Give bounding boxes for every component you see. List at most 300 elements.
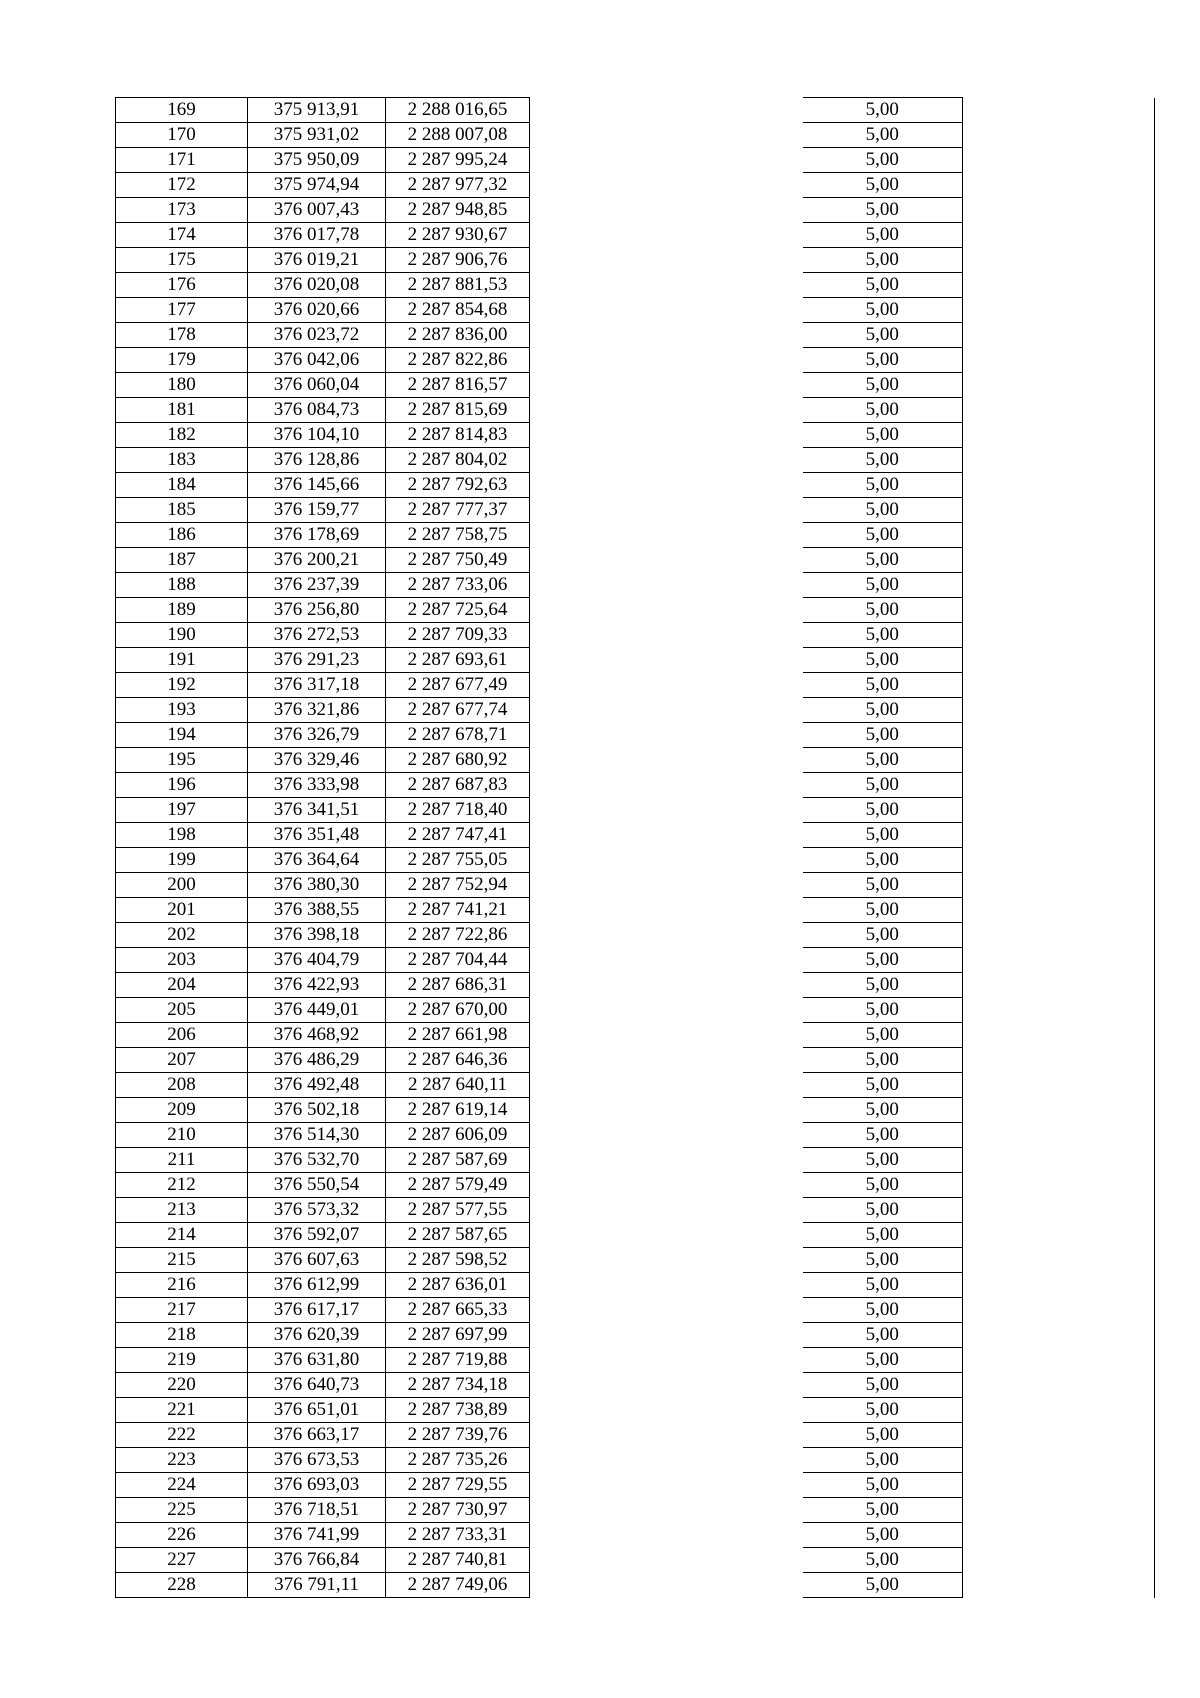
point-number-cell: 208 [116, 1073, 248, 1098]
table-row [116, 1048, 1155, 1073]
value-cell: 5,00 [803, 1298, 963, 1323]
y-coordinate-cell: 2 287 752,94 [386, 873, 530, 898]
note-cell [963, 423, 1155, 448]
note-cell [963, 1398, 1155, 1423]
x-coordinate-cell: 376 718,51 [248, 1498, 386, 1523]
y-coordinate-cell: 2 287 755,05 [386, 848, 530, 873]
y-coordinate-cell: 2 287 738,89 [386, 1398, 530, 1423]
table-row [116, 923, 1155, 948]
note-cell [963, 1198, 1155, 1223]
point-number-cell: 195 [116, 748, 248, 773]
y-coordinate-cell: 2 287 579,49 [386, 1173, 530, 1198]
table-row [116, 273, 1155, 298]
description-cell [530, 298, 803, 323]
x-coordinate-cell: 376 019,21 [248, 248, 386, 273]
note-cell [963, 1173, 1155, 1198]
note-cell [963, 148, 1155, 173]
y-coordinate-cell: 2 287 636,01 [386, 1273, 530, 1298]
y-coordinate-cell: 2 287 740,81 [386, 1548, 530, 1573]
description-cell [530, 573, 803, 598]
note-cell [963, 248, 1155, 273]
description-cell [530, 148, 803, 173]
x-coordinate-cell: 376 291,23 [248, 648, 386, 673]
table-row [116, 1423, 1155, 1448]
point-number-cell: 215 [116, 1248, 248, 1273]
point-number-cell: 181 [116, 398, 248, 423]
note-cell [963, 198, 1155, 223]
table-row [116, 448, 1155, 473]
x-coordinate-cell: 376 468,92 [248, 1023, 386, 1048]
y-coordinate-cell: 2 287 646,36 [386, 1048, 530, 1073]
table-row [116, 823, 1155, 848]
y-coordinate-cell: 2 287 665,33 [386, 1298, 530, 1323]
table-row [116, 498, 1155, 523]
x-coordinate-cell: 376 573,32 [248, 1198, 386, 1223]
table-row [116, 1123, 1155, 1148]
point-number-cell: 228 [116, 1573, 248, 1598]
value-cell: 5,00 [803, 323, 963, 348]
point-number-cell: 207 [116, 1048, 248, 1073]
description-cell [530, 1398, 803, 1423]
x-coordinate-cell: 376 042,06 [248, 348, 386, 373]
y-coordinate-cell: 2 287 881,53 [386, 273, 530, 298]
note-cell [963, 773, 1155, 798]
value-cell: 5,00 [803, 398, 963, 423]
point-number-cell: 196 [116, 773, 248, 798]
value-cell: 5,00 [803, 198, 963, 223]
point-number-cell: 176 [116, 273, 248, 298]
table-row [116, 798, 1155, 823]
table-row [116, 1498, 1155, 1523]
x-coordinate-cell: 376 060,04 [248, 373, 386, 398]
note-cell [963, 948, 1155, 973]
note-cell [963, 1573, 1155, 1598]
value-cell: 5,00 [803, 923, 963, 948]
note-cell [963, 973, 1155, 998]
note-cell [963, 1373, 1155, 1398]
y-coordinate-cell: 2 287 718,40 [386, 798, 530, 823]
table-row [116, 1448, 1155, 1473]
y-coordinate-cell: 2 287 661,98 [386, 1023, 530, 1048]
point-number-cell: 184 [116, 473, 248, 498]
description-cell [530, 1073, 803, 1098]
note-cell [963, 123, 1155, 148]
x-coordinate-cell: 376 159,77 [248, 498, 386, 523]
note-cell [963, 748, 1155, 773]
y-coordinate-cell: 2 287 814,83 [386, 423, 530, 448]
table-row [116, 573, 1155, 598]
note-cell [963, 1323, 1155, 1348]
description-cell [530, 698, 803, 723]
y-coordinate-cell: 2 287 730,97 [386, 1498, 530, 1523]
description-cell [530, 898, 803, 923]
note-cell [963, 673, 1155, 698]
x-coordinate-cell: 376 017,78 [248, 223, 386, 248]
description-cell [530, 1248, 803, 1273]
point-number-cell: 185 [116, 498, 248, 523]
y-coordinate-cell: 2 287 734,18 [386, 1373, 530, 1398]
value-cell: 5,00 [803, 1573, 963, 1598]
note-cell [963, 623, 1155, 648]
note-cell [963, 798, 1155, 823]
value-cell: 5,00 [803, 948, 963, 973]
note-cell [963, 823, 1155, 848]
point-number-cell: 186 [116, 523, 248, 548]
note-cell [963, 1548, 1155, 1573]
x-coordinate-cell: 376 020,08 [248, 273, 386, 298]
value-cell: 5,00 [803, 1323, 963, 1348]
table-row [116, 1173, 1155, 1198]
value-cell: 5,00 [803, 1073, 963, 1098]
y-coordinate-cell: 2 287 598,52 [386, 1248, 530, 1273]
y-coordinate-cell: 2 287 587,65 [386, 1223, 530, 1248]
x-coordinate-cell: 376 272,53 [248, 623, 386, 648]
value-cell: 5,00 [803, 698, 963, 723]
x-coordinate-cell: 376 084,73 [248, 398, 386, 423]
y-coordinate-cell: 2 287 677,74 [386, 698, 530, 723]
description-cell [530, 948, 803, 973]
value-cell: 5,00 [803, 873, 963, 898]
y-coordinate-cell: 2 287 693,61 [386, 648, 530, 673]
note-cell [963, 1498, 1155, 1523]
table-row [116, 848, 1155, 873]
table-row [116, 373, 1155, 398]
description-cell [530, 498, 803, 523]
table-row [116, 1348, 1155, 1373]
table-row [116, 773, 1155, 798]
value-cell: 5,00 [803, 823, 963, 848]
y-coordinate-cell: 2 287 697,99 [386, 1323, 530, 1348]
table-row [116, 298, 1155, 323]
value-cell: 5,00 [803, 773, 963, 798]
table-row [116, 98, 1155, 123]
value-cell: 5,00 [803, 548, 963, 573]
note-cell [963, 723, 1155, 748]
description-cell [530, 1573, 803, 1598]
table-row [116, 1373, 1155, 1398]
point-number-cell: 198 [116, 823, 248, 848]
description-cell [530, 423, 803, 448]
point-number-cell: 187 [116, 548, 248, 573]
value-cell: 5,00 [803, 1498, 963, 1523]
x-coordinate-cell: 376 640,73 [248, 1373, 386, 1398]
value-cell: 5,00 [803, 573, 963, 598]
description-cell [530, 1298, 803, 1323]
value-cell: 5,00 [803, 1173, 963, 1198]
y-coordinate-cell: 2 287 735,26 [386, 1448, 530, 1473]
y-coordinate-cell: 2 287 587,69 [386, 1148, 530, 1173]
value-cell: 5,00 [803, 898, 963, 923]
x-coordinate-cell: 376 532,70 [248, 1148, 386, 1173]
description-cell [530, 1023, 803, 1048]
y-coordinate-cell: 2 287 619,14 [386, 1098, 530, 1123]
note-cell [963, 523, 1155, 548]
value-cell: 5,00 [803, 623, 963, 648]
value-cell: 5,00 [803, 473, 963, 498]
y-coordinate-cell: 2 287 678,71 [386, 723, 530, 748]
table-row [116, 1073, 1155, 1098]
value-cell: 5,00 [803, 1148, 963, 1173]
x-coordinate-cell: 376 791,11 [248, 1573, 386, 1598]
x-coordinate-cell: 376 256,80 [248, 598, 386, 623]
point-number-cell: 224 [116, 1473, 248, 1498]
value-cell: 5,00 [803, 973, 963, 998]
point-number-cell: 190 [116, 623, 248, 648]
description-cell [530, 623, 803, 648]
x-coordinate-cell: 376 592,07 [248, 1223, 386, 1248]
note-cell [963, 1423, 1155, 1448]
y-coordinate-cell: 2 287 816,57 [386, 373, 530, 398]
point-number-cell: 188 [116, 573, 248, 598]
x-coordinate-cell: 376 341,51 [248, 798, 386, 823]
table-row [116, 223, 1155, 248]
y-coordinate-cell: 2 288 016,65 [386, 98, 530, 123]
y-coordinate-cell: 2 288 007,08 [386, 123, 530, 148]
point-number-cell: 201 [116, 898, 248, 923]
description-cell [530, 823, 803, 848]
note-cell [963, 498, 1155, 523]
y-coordinate-cell: 2 287 777,37 [386, 498, 530, 523]
point-number-cell: 203 [116, 948, 248, 973]
note-cell [963, 998, 1155, 1023]
y-coordinate-cell: 2 287 709,33 [386, 623, 530, 648]
point-number-cell: 220 [116, 1373, 248, 1398]
value-cell: 5,00 [803, 98, 963, 123]
table-row [116, 323, 1155, 348]
point-number-cell: 192 [116, 673, 248, 698]
x-coordinate-cell: 376 449,01 [248, 998, 386, 1023]
point-number-cell: 179 [116, 348, 248, 373]
y-coordinate-cell: 2 287 686,31 [386, 973, 530, 998]
table-row [116, 1248, 1155, 1273]
x-coordinate-cell: 376 631,80 [248, 1348, 386, 1373]
description-cell [530, 173, 803, 198]
y-coordinate-cell: 2 287 741,21 [386, 898, 530, 923]
description-cell [530, 223, 803, 248]
coordinates-table [115, 97, 1155, 1598]
x-coordinate-cell: 376 620,39 [248, 1323, 386, 1348]
x-coordinate-cell: 376 607,63 [248, 1248, 386, 1273]
table-row [116, 1398, 1155, 1423]
description-cell [530, 1098, 803, 1123]
x-coordinate-cell: 376 023,72 [248, 323, 386, 348]
x-coordinate-cell: 376 020,66 [248, 298, 386, 323]
description-cell [530, 1048, 803, 1073]
table-row [116, 998, 1155, 1023]
point-number-cell: 183 [116, 448, 248, 473]
value-cell: 5,00 [803, 348, 963, 373]
y-coordinate-cell: 2 287 822,86 [386, 348, 530, 373]
table-row [116, 1198, 1155, 1223]
description-cell [530, 1348, 803, 1373]
x-coordinate-cell: 376 486,29 [248, 1048, 386, 1073]
y-coordinate-cell: 2 287 577,55 [386, 1198, 530, 1223]
table-row [116, 1523, 1155, 1548]
x-coordinate-cell: 376 237,39 [248, 573, 386, 598]
x-coordinate-cell: 375 913,91 [248, 98, 386, 123]
table-row [116, 1298, 1155, 1323]
point-number-cell: 170 [116, 123, 248, 148]
table-row [116, 198, 1155, 223]
point-number-cell: 169 [116, 98, 248, 123]
table-row [116, 948, 1155, 973]
note-cell [963, 1148, 1155, 1173]
note-cell [963, 448, 1155, 473]
point-number-cell: 226 [116, 1523, 248, 1548]
x-coordinate-cell: 376 651,01 [248, 1398, 386, 1423]
table-row [116, 973, 1155, 998]
description-cell [530, 98, 803, 123]
value-cell: 5,00 [803, 723, 963, 748]
point-number-cell: 175 [116, 248, 248, 273]
value-cell: 5,00 [803, 148, 963, 173]
note-cell [963, 173, 1155, 198]
description-cell [530, 1523, 803, 1548]
table-row [116, 173, 1155, 198]
x-coordinate-cell: 376 422,93 [248, 973, 386, 998]
table-row [116, 123, 1155, 148]
note-cell [963, 548, 1155, 573]
value-cell: 5,00 [803, 1523, 963, 1548]
note-cell [963, 1098, 1155, 1123]
description-cell [530, 473, 803, 498]
note-cell [963, 648, 1155, 673]
table-row [116, 873, 1155, 898]
note-cell [963, 223, 1155, 248]
table-row [116, 1323, 1155, 1348]
value-cell: 5,00 [803, 173, 963, 198]
description-cell [530, 373, 803, 398]
value-cell: 5,00 [803, 1048, 963, 1073]
point-number-cell: 221 [116, 1398, 248, 1423]
y-coordinate-cell: 2 287 704,44 [386, 948, 530, 973]
note-cell [963, 1473, 1155, 1498]
x-coordinate-cell: 376 502,18 [248, 1098, 386, 1123]
x-coordinate-cell: 376 663,17 [248, 1423, 386, 1448]
y-coordinate-cell: 2 287 792,63 [386, 473, 530, 498]
point-number-cell: 197 [116, 798, 248, 823]
table-row [116, 398, 1155, 423]
x-coordinate-cell: 376 550,54 [248, 1173, 386, 1198]
y-coordinate-cell: 2 287 677,49 [386, 673, 530, 698]
point-number-cell: 218 [116, 1323, 248, 1348]
x-coordinate-cell: 376 351,48 [248, 823, 386, 848]
description-cell [530, 998, 803, 1023]
value-cell: 5,00 [803, 1373, 963, 1398]
value-cell: 5,00 [803, 248, 963, 273]
value-cell: 5,00 [803, 1448, 963, 1473]
point-number-cell: 189 [116, 598, 248, 623]
note-cell [963, 598, 1155, 623]
description-cell [530, 1423, 803, 1448]
note-cell [963, 1048, 1155, 1073]
point-number-cell: 199 [116, 848, 248, 873]
x-coordinate-cell: 376 766,84 [248, 1548, 386, 1573]
note-cell [963, 1348, 1155, 1373]
point-number-cell: 171 [116, 148, 248, 173]
point-number-cell: 227 [116, 1548, 248, 1573]
description-cell [530, 1148, 803, 1173]
y-coordinate-cell: 2 287 670,00 [386, 998, 530, 1023]
value-cell: 5,00 [803, 1348, 963, 1373]
description-cell [530, 798, 803, 823]
value-cell: 5,00 [803, 998, 963, 1023]
table-row [116, 1098, 1155, 1123]
description-cell [530, 848, 803, 873]
x-coordinate-cell: 376 492,48 [248, 1073, 386, 1098]
point-number-cell: 217 [116, 1298, 248, 1323]
table-row [116, 673, 1155, 698]
description-cell [530, 1373, 803, 1398]
description-cell [530, 1473, 803, 1498]
y-coordinate-cell: 2 287 836,00 [386, 323, 530, 348]
y-coordinate-cell: 2 287 729,55 [386, 1473, 530, 1498]
table-row [116, 523, 1155, 548]
value-cell: 5,00 [803, 798, 963, 823]
x-coordinate-cell: 376 612,99 [248, 1273, 386, 1298]
point-number-cell: 211 [116, 1148, 248, 1173]
x-coordinate-cell: 376 145,66 [248, 473, 386, 498]
y-coordinate-cell: 2 287 722,86 [386, 923, 530, 948]
note-cell [963, 323, 1155, 348]
note-cell [963, 348, 1155, 373]
description-cell [530, 1448, 803, 1473]
table-row [116, 248, 1155, 273]
value-cell: 5,00 [803, 648, 963, 673]
x-coordinate-cell: 376 364,64 [248, 848, 386, 873]
description-cell [530, 273, 803, 298]
description-cell [530, 748, 803, 773]
value-cell: 5,00 [803, 673, 963, 698]
value-cell: 5,00 [803, 598, 963, 623]
value-cell: 5,00 [803, 1273, 963, 1298]
x-coordinate-cell: 376 104,10 [248, 423, 386, 448]
x-coordinate-cell: 375 950,09 [248, 148, 386, 173]
x-coordinate-cell: 376 404,79 [248, 948, 386, 973]
value-cell: 5,00 [803, 498, 963, 523]
description-cell [530, 923, 803, 948]
x-coordinate-cell: 376 617,17 [248, 1298, 386, 1323]
point-number-cell: 223 [116, 1448, 248, 1473]
description-cell [530, 873, 803, 898]
note-cell [963, 1023, 1155, 1048]
description-cell [530, 1123, 803, 1148]
table-row [116, 148, 1155, 173]
note-cell [963, 398, 1155, 423]
value-cell: 5,00 [803, 748, 963, 773]
table-row [116, 423, 1155, 448]
table-row [116, 1548, 1155, 1573]
y-coordinate-cell: 2 287 854,68 [386, 298, 530, 323]
description-cell [530, 248, 803, 273]
point-number-cell: 222 [116, 1423, 248, 1448]
x-coordinate-cell: 376 128,86 [248, 448, 386, 473]
point-number-cell: 200 [116, 873, 248, 898]
table-row [116, 723, 1155, 748]
value-cell: 5,00 [803, 223, 963, 248]
y-coordinate-cell: 2 287 977,32 [386, 173, 530, 198]
x-coordinate-cell: 376 007,43 [248, 198, 386, 223]
point-number-cell: 206 [116, 1023, 248, 1048]
value-cell: 5,00 [803, 1123, 963, 1148]
table-row [116, 1573, 1155, 1598]
description-cell [530, 323, 803, 348]
x-coordinate-cell: 376 673,53 [248, 1448, 386, 1473]
value-cell: 5,00 [803, 123, 963, 148]
y-coordinate-cell: 2 287 725,64 [386, 598, 530, 623]
table-row [116, 648, 1155, 673]
y-coordinate-cell: 2 287 606,09 [386, 1123, 530, 1148]
